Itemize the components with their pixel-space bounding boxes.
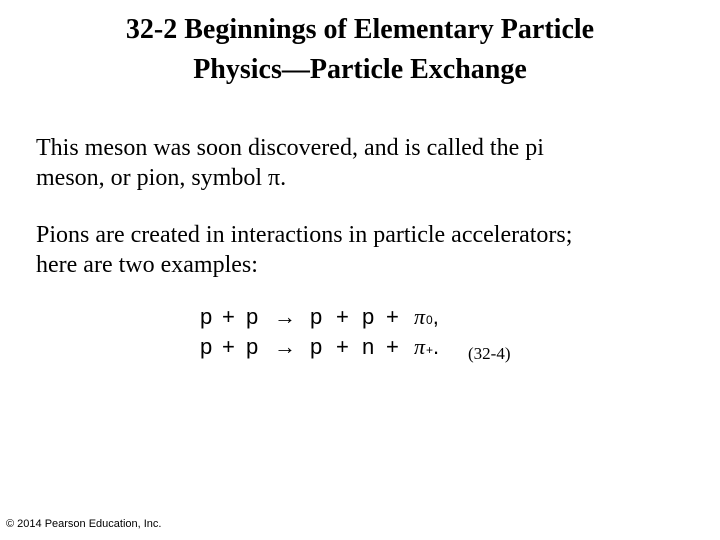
product-proton: p (310, 304, 323, 329)
copyright-notice: © 2014 Pearson Education, Inc. (6, 518, 162, 530)
plus-sign: + (222, 334, 235, 359)
paragraph-2-line-1: Pions are created in interactions in particle accelerators; (36, 222, 573, 248)
slide-title-line-1: 32-2 Beginnings of Elementary Particle (125, 14, 595, 45)
reactant-proton: p (246, 334, 259, 359)
paragraph-1-line-2: meson, or pion, symbol π. (36, 165, 287, 191)
plus-sign: + (336, 304, 349, 329)
reactant-proton: p (246, 304, 259, 329)
paragraph-pion-creation (36, 220, 696, 280)
product-proton: p (362, 304, 375, 329)
plus-sign: + (222, 304, 235, 329)
product-proton: p (310, 334, 323, 359)
equation-number: (32-4) (468, 344, 511, 363)
paragraph-1-line-1: This meson was soon discovered, and is called the pi (36, 135, 544, 161)
pion-term (414, 332, 439, 365)
paragraph-pion-discovery (36, 133, 696, 193)
pion-term (414, 302, 439, 335)
pion-symbol: π (414, 334, 426, 359)
equation-punctuation: , (432, 304, 439, 329)
paragraph-2-line-2: here are two examples: (36, 252, 258, 278)
reaction-arrow: → (274, 334, 296, 359)
plus-sign: + (386, 334, 399, 359)
reaction-arrow: → (274, 304, 296, 329)
equation-punctuation: . (433, 334, 440, 359)
reactant-proton: p (200, 304, 213, 329)
pion-charge-superscript: 0 (426, 313, 433, 327)
product-neutron: n (362, 334, 375, 359)
slide-title-line-2: Physics—Particle Exchange (193, 54, 527, 85)
plus-sign: + (336, 334, 349, 359)
plus-sign: + (386, 304, 399, 329)
reactant-proton: p (200, 334, 213, 359)
pion-charge-superscript: + (426, 343, 434, 357)
slide-title (40, 10, 680, 90)
pion-symbol: π (414, 304, 426, 329)
